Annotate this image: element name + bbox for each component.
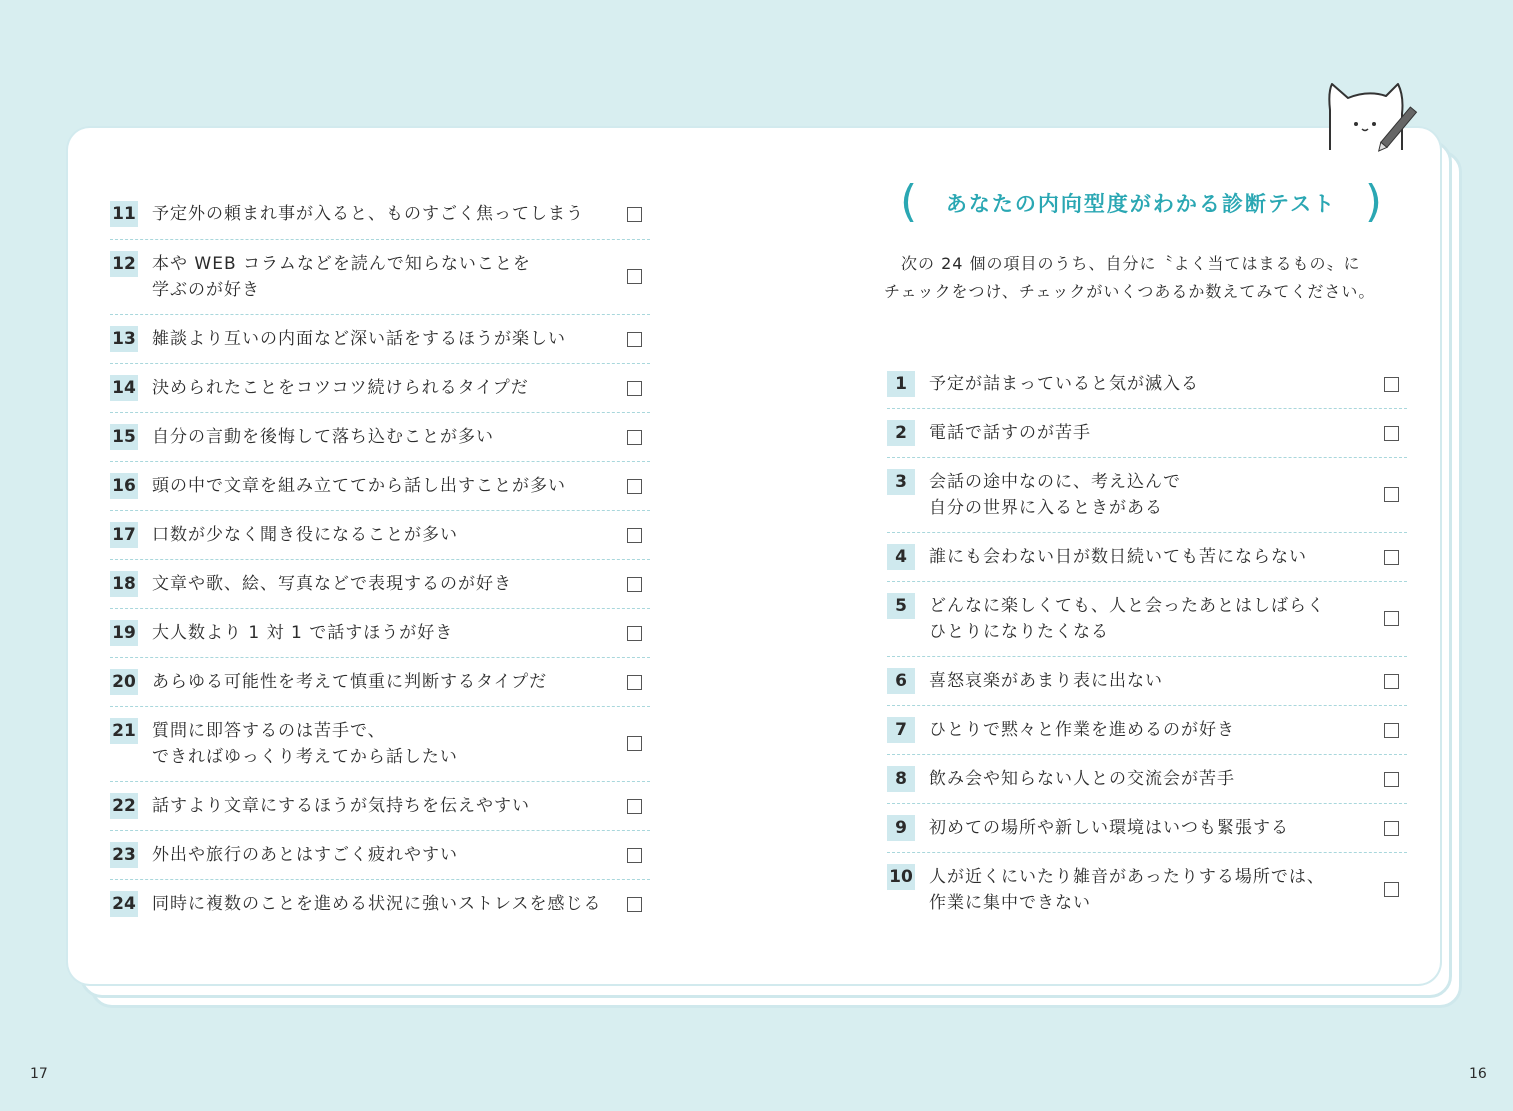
heading-bracket-right: ) xyxy=(1364,176,1382,227)
item-text xyxy=(929,717,1235,743)
item-text-line-1: 喜怒哀楽があまり表に出ない xyxy=(929,671,1163,691)
checklist-item xyxy=(887,657,1407,706)
checkbox-icon[interactable] xyxy=(1384,882,1399,897)
checkbox-icon[interactable] xyxy=(627,736,642,751)
item-text xyxy=(152,669,547,695)
item-number-badge: 23 xyxy=(110,842,138,868)
checklist-item xyxy=(110,560,650,609)
item-text-line-1: 口数が少なく聞き役になることが多い xyxy=(152,525,458,545)
item-text-line-1: 決められたことをコツコツ続けられるタイプだ xyxy=(152,378,529,398)
checkbox-icon[interactable] xyxy=(627,381,642,396)
checklist-item xyxy=(110,831,650,880)
heading-bracket-left: ( xyxy=(900,176,918,227)
item-text xyxy=(152,793,530,819)
item-text xyxy=(152,571,512,597)
checkbox-icon[interactable] xyxy=(1384,611,1399,626)
item-text-line-2: 作業に集中できない xyxy=(929,893,1091,913)
checkbox-icon[interactable] xyxy=(1384,426,1399,441)
checkbox-icon[interactable] xyxy=(1384,550,1399,565)
checklist-item xyxy=(110,707,650,782)
item-number-badge: 4 xyxy=(887,544,915,570)
page-title: あなたの内向型度がわかる診断テスト xyxy=(945,192,1337,216)
item-text-line-1: 外出や旅行のあとはすごく疲れやすい xyxy=(152,845,458,865)
item-text-line-1: 予定外の頼まれ事が入ると、ものすごく焦ってしまう xyxy=(152,204,584,224)
item-text-line-1: 本や WEB コラムなどを読んで知らないことを xyxy=(152,254,531,274)
item-text-line-1: 初めての場所や新しい環境はいつも緊張する xyxy=(929,818,1289,838)
item-text-line-1: 同時に複数のことを進める状況に強いストレスを感じる xyxy=(152,894,602,914)
item-text-line-2: できればゆっくり考えてから話したい xyxy=(152,747,458,767)
item-text xyxy=(929,544,1307,570)
item-number-badge: 14 xyxy=(110,375,138,401)
instructions xyxy=(884,250,1404,306)
item-text-line-1: 予定が詰まっていると気が滅入る xyxy=(929,374,1199,394)
checklist-item xyxy=(887,582,1407,657)
checklist-item xyxy=(110,609,650,658)
item-text-line-1: 質問に即答するのは苦手で、 xyxy=(152,721,386,741)
item-text-line-1: 電話で話すのが苦手 xyxy=(929,423,1091,443)
item-text xyxy=(929,420,1091,446)
page-number-right: 16 xyxy=(1469,1066,1487,1082)
checkbox-icon[interactable] xyxy=(1384,772,1399,787)
item-text-line-1: どんなに楽しくても、人と会ったあとはしばらく xyxy=(929,596,1325,616)
item-text-line-2: 学ぶのが好き xyxy=(152,280,260,300)
item-text-line-1: 雑談より互いの内面など深い話をするほうが楽しい xyxy=(152,329,566,349)
item-text xyxy=(152,326,566,352)
checklist-item xyxy=(110,880,650,929)
instructions-line-1: 次の 24 個の項目のうち、自分に〝よく当てはまるもの〟に xyxy=(884,254,1361,273)
item-number-badge: 12 xyxy=(110,251,138,277)
item-text xyxy=(929,668,1163,694)
checkbox-icon[interactable] xyxy=(1384,674,1399,689)
instructions-line-2: チェックをつけ、チェックがいくつあるか数えてみてください。 xyxy=(884,282,1376,301)
item-text xyxy=(929,371,1199,397)
checklist-item xyxy=(110,413,650,462)
item-number-badge: 6 xyxy=(887,668,915,694)
item-text-line-1: 文章や歌、絵、写真などで表現するのが好き xyxy=(152,574,512,594)
item-number-badge: 7 xyxy=(887,717,915,743)
item-text xyxy=(152,620,453,646)
checkbox-icon[interactable] xyxy=(627,207,642,222)
checklist-item xyxy=(887,533,1407,582)
item-number-badge: 11 xyxy=(110,201,138,227)
item-text xyxy=(152,718,458,770)
item-number-badge: 19 xyxy=(110,620,138,646)
item-text xyxy=(152,842,458,868)
checklist-items-11-24 xyxy=(110,190,650,929)
item-text-line-1: 会話の途中なのに、考え込んで xyxy=(929,472,1181,492)
item-number-badge: 10 xyxy=(887,864,915,890)
item-text xyxy=(152,473,566,499)
checklist-item xyxy=(110,511,650,560)
checkbox-icon[interactable] xyxy=(627,332,642,347)
checklist-item xyxy=(887,755,1407,804)
item-number-badge: 15 xyxy=(110,424,138,450)
item-number-badge: 1 xyxy=(887,371,915,397)
checkbox-icon[interactable] xyxy=(627,577,642,592)
item-text xyxy=(152,251,531,303)
checkbox-icon[interactable] xyxy=(627,848,642,863)
checklist-item xyxy=(887,360,1407,409)
item-text xyxy=(929,864,1325,916)
item-text xyxy=(929,766,1235,792)
checklist-item xyxy=(110,782,650,831)
checkbox-icon[interactable] xyxy=(627,430,642,445)
checklist-item xyxy=(887,804,1407,853)
item-number-badge: 2 xyxy=(887,420,915,446)
checklist-items-1-10 xyxy=(887,360,1407,928)
item-number-badge: 16 xyxy=(110,473,138,499)
item-text-line-1: あらゆる可能性を考えて慎重に判断するタイプだ xyxy=(152,672,548,692)
item-number-badge: 18 xyxy=(110,571,138,597)
item-number-badge: 8 xyxy=(887,766,915,792)
item-text xyxy=(152,424,494,450)
item-number-badge: 13 xyxy=(110,326,138,352)
cat-with-pencil-icon xyxy=(1320,80,1420,154)
checkbox-icon[interactable] xyxy=(627,799,642,814)
checklist-item xyxy=(110,364,650,413)
checkbox-icon[interactable] xyxy=(627,675,642,690)
item-text xyxy=(152,201,584,227)
checkbox-icon[interactable] xyxy=(1384,377,1399,392)
item-number-badge: 20 xyxy=(110,669,138,695)
checkbox-icon[interactable] xyxy=(627,479,642,494)
item-text-line-2: ひとりになりたくなる xyxy=(929,622,1109,642)
checkbox-icon[interactable] xyxy=(1384,487,1399,502)
checklist-item xyxy=(887,706,1407,755)
quiz-heading xyxy=(900,178,1382,226)
item-number-badge: 21 xyxy=(110,718,138,744)
item-text-line-1: 人が近くにいたり雑音があったりする場所では、 xyxy=(929,867,1325,887)
item-text-line-1: 大人数より 1 対 1 で話すほうが好き xyxy=(152,623,454,643)
item-text-line-1: 話すより文章にするほうが気持ちを伝えやすい xyxy=(152,796,530,816)
page-number-left: 17 xyxy=(30,1066,48,1082)
item-number-badge: 24 xyxy=(110,891,138,917)
checklist-item xyxy=(887,409,1407,458)
item-text xyxy=(152,375,529,401)
checklist-item xyxy=(110,240,650,315)
item-text xyxy=(929,469,1181,521)
item-text xyxy=(929,815,1289,841)
item-number-badge: 22 xyxy=(110,793,138,819)
checkbox-icon[interactable] xyxy=(627,626,642,641)
item-text xyxy=(929,593,1325,645)
item-text-line-1: 誰にも会わない日が数日続いても苦にならない xyxy=(929,547,1307,567)
item-text-line-1: 頭の中で文章を組み立ててから話し出すことが多い xyxy=(152,476,566,496)
checkbox-icon[interactable] xyxy=(1384,821,1399,836)
checklist-item xyxy=(887,458,1407,533)
item-number-badge: 3 xyxy=(887,469,915,495)
checklist-item xyxy=(110,658,650,707)
item-number-badge: 9 xyxy=(887,815,915,841)
item-number-badge: 5 xyxy=(887,593,915,619)
checkbox-icon[interactable] xyxy=(627,269,642,284)
checklist-item xyxy=(887,853,1407,928)
item-text-line-1: 自分の言動を後悔して落ち込むことが多い xyxy=(152,427,494,447)
checklist-item xyxy=(110,190,650,240)
checkbox-icon[interactable] xyxy=(627,897,642,912)
item-text xyxy=(152,891,602,917)
item-text-line-1: ひとりで黙々と作業を進めるのが好き xyxy=(929,720,1235,740)
item-number-badge: 17 xyxy=(110,522,138,548)
checklist-item xyxy=(110,462,650,511)
item-text-line-2: 自分の世界に入るときがある xyxy=(929,498,1163,518)
checkbox-icon[interactable] xyxy=(627,528,642,543)
checkbox-icon[interactable] xyxy=(1384,723,1399,738)
checklist-item xyxy=(110,315,650,364)
item-text xyxy=(152,522,458,548)
item-text-line-1: 飲み会や知らない人との交流会が苦手 xyxy=(929,769,1235,789)
